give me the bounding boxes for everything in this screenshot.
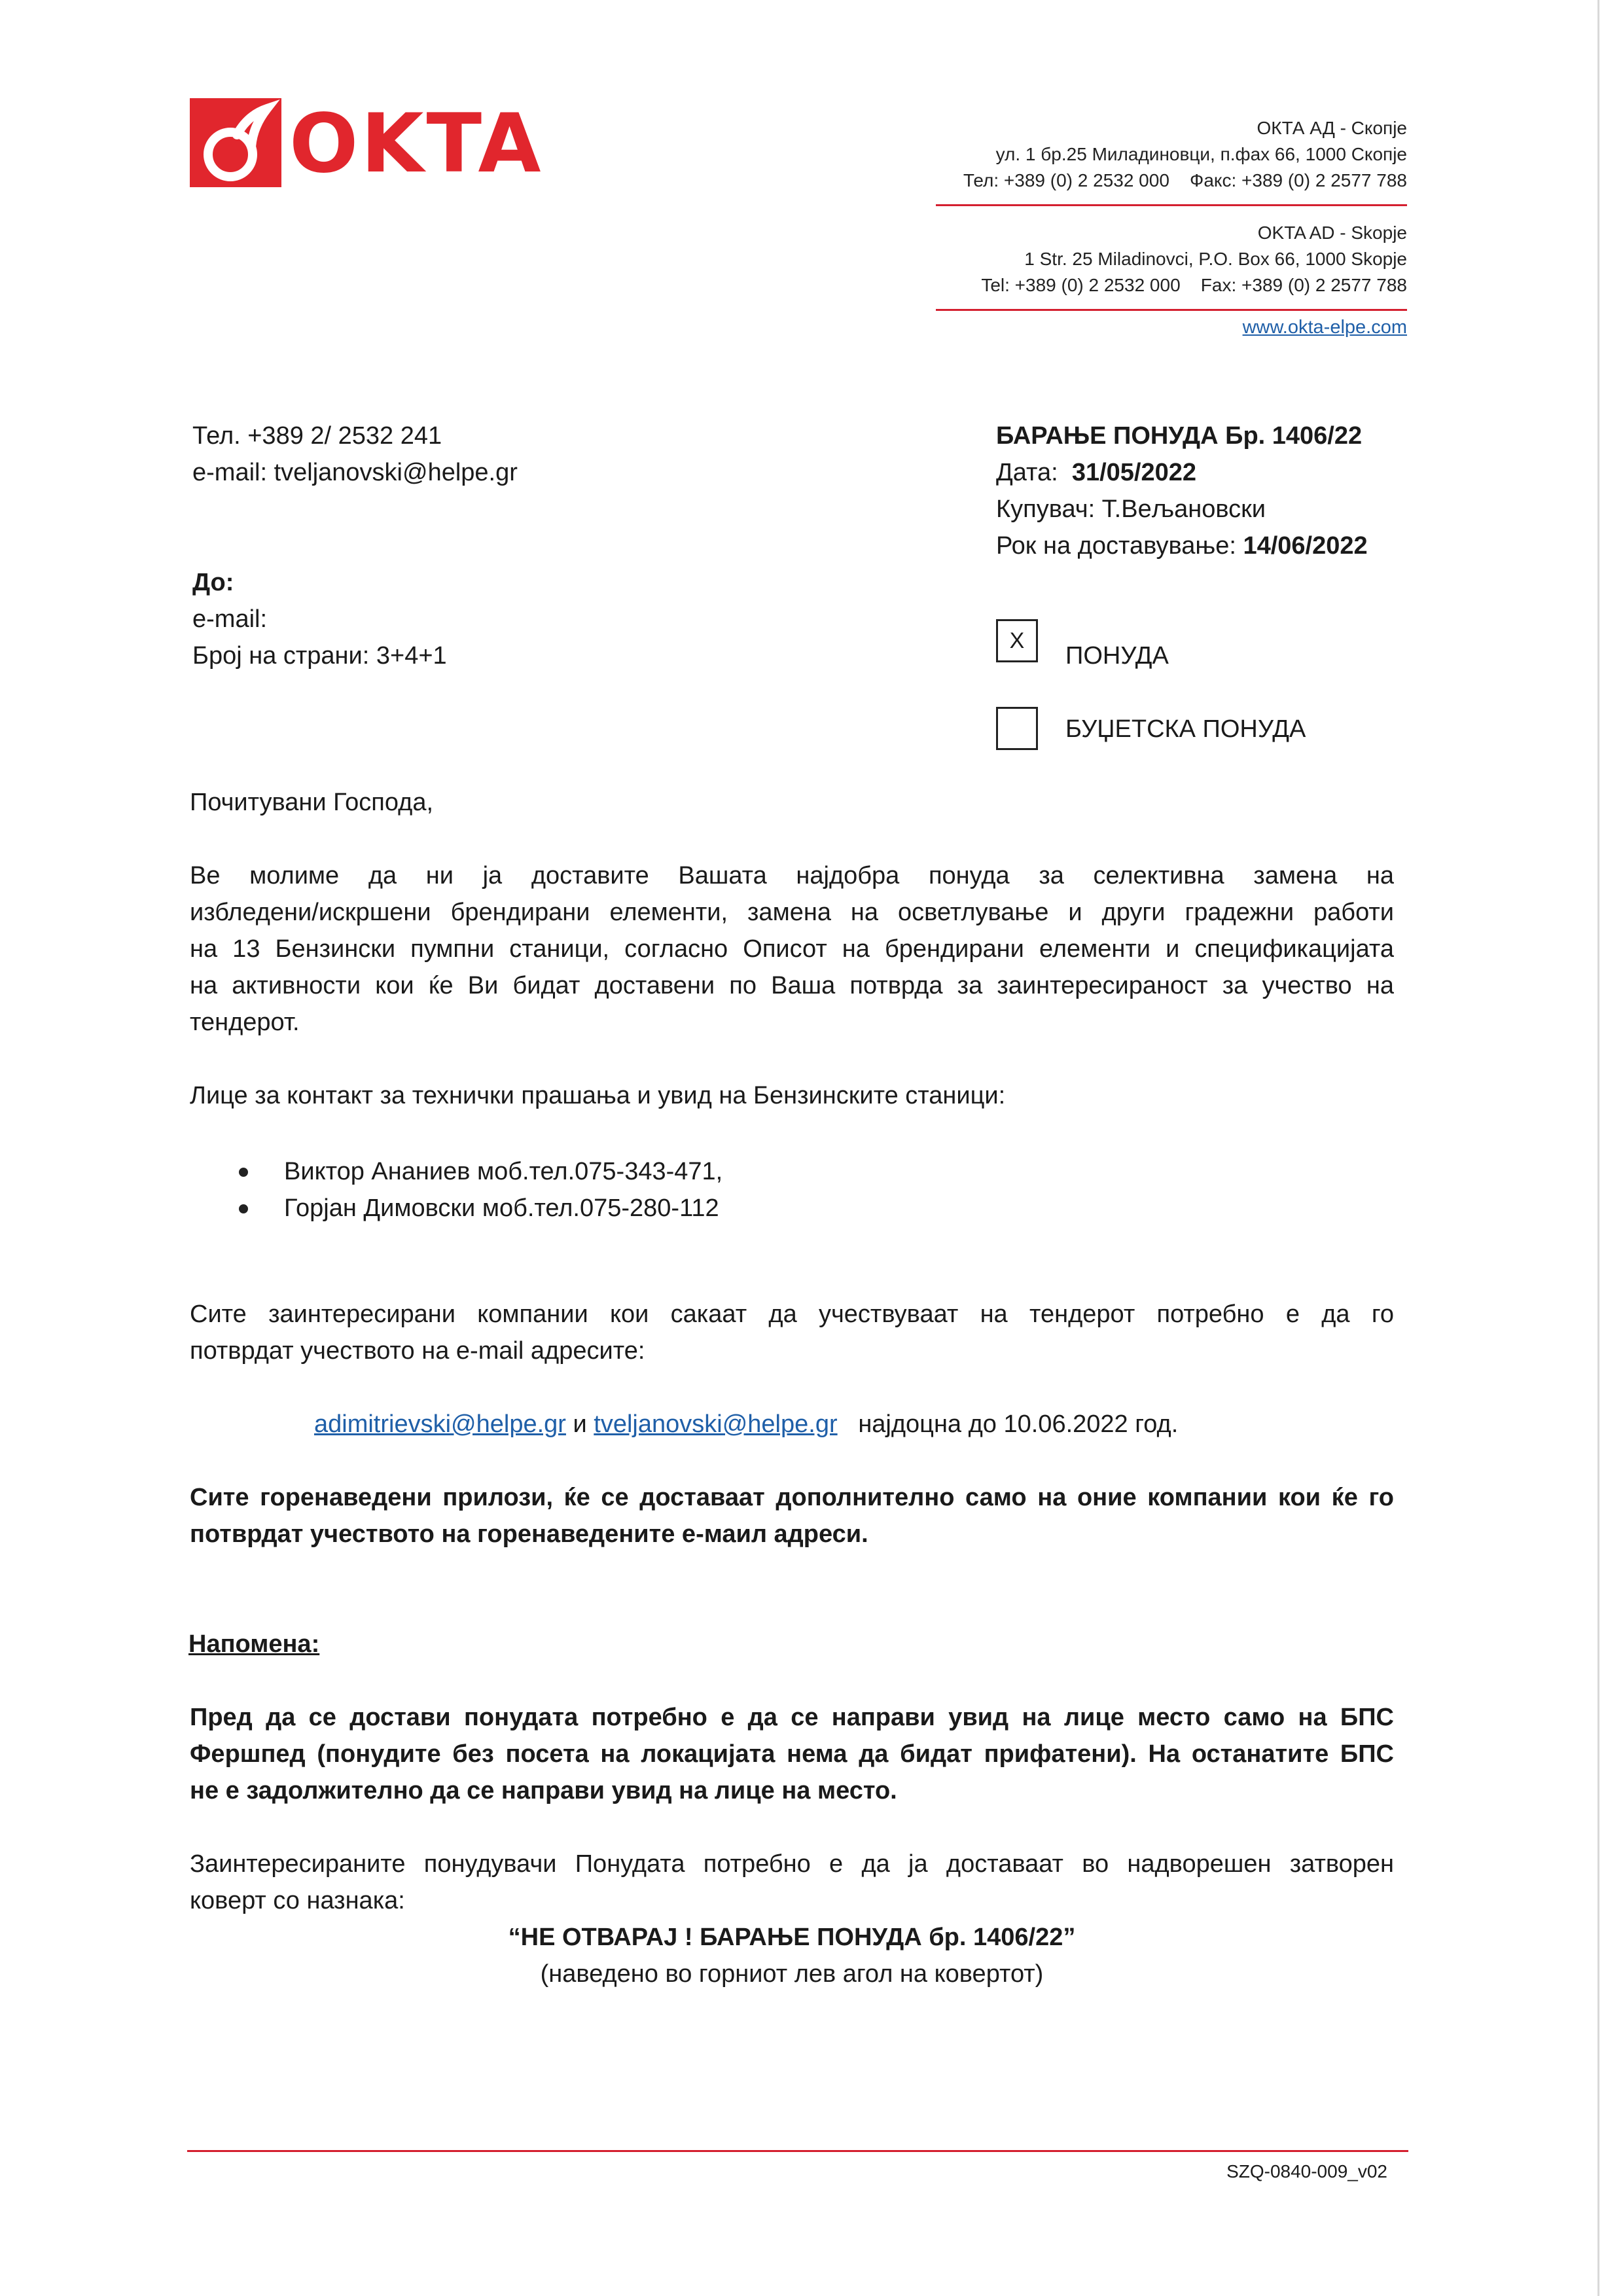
- budget-offer-label: БУЏЕТСКА ПОНУДА: [1065, 715, 1306, 743]
- attachments-paragraph: Сите горенаведени прилози, ќе се доставаат дополнително само на оние компании кои ќе го потврдат учеството на горенаведените е-маил адреси.: [190, 1484, 1394, 1548]
- okta-logo: [190, 97, 544, 191]
- envelope-mark: “НЕ ОТВАРАЈ ! БАРАЊЕ ПОНУДА бр. 1406/22”: [508, 1924, 1076, 1951]
- email-link-adimitrievski[interactable]: adimitrievski@helpe.gr: [314, 1410, 566, 1438]
- bullet-icon: [239, 1168, 248, 1177]
- company-address-en: 1 Str. 25 Miladinovci, P.O. Box 66, 1000 Skopje: [1024, 249, 1407, 269]
- address-en: [981, 220, 1407, 298]
- budget-offer-checkbox[interactable]: [996, 707, 1038, 750]
- offer-checkbox[interactable]: X: [996, 619, 1038, 662]
- request-deadline: Рок на доставување: 14/06/2022: [996, 532, 1368, 560]
- confirm-paragraph: Сите заинтересирани компании кои сакаат да учествуваат на тендерот потребно е да го потврдат учеството на e-mail адресите:: [190, 1300, 1394, 1365]
- request-date: Дата: 31/05/2022: [996, 459, 1197, 486]
- header-divider: [936, 309, 1407, 311]
- okta-drop-icon: [190, 98, 281, 187]
- recipient-pages: Број на страни: 3+4+1: [192, 642, 447, 670]
- company-name-en: OKTA AD - Skopje: [1257, 223, 1407, 243]
- sender-block: [192, 418, 518, 491]
- recipient-email: e-mail:: [192, 605, 268, 633]
- contact-intro: Лице за контакт за технички прашања и увид на Бензинските станици:: [190, 1082, 1006, 1109]
- email-line: adimitrievski@helpe.gr и tveljanovski@helpe.gr најдоцна до 10.06.2022 год.: [314, 1410, 1179, 1438]
- request-block: [996, 418, 1368, 564]
- request-title: БАРАЊЕ ПОНУДА Бр. 1406/22: [996, 422, 1363, 450]
- offer-label: ПОНУДА: [1065, 642, 1169, 670]
- email-link-tveljanovski[interactable]: tveljanovski@helpe.gr: [594, 1410, 838, 1438]
- bullet-icon: [239, 1204, 248, 1213]
- sender-email: e-mail: tveljanovski@helpe.gr: [192, 459, 518, 486]
- envelope-note: (наведено во горниот лев агол на ковертот): [540, 1960, 1044, 1988]
- company-contacts-en: Tel: +389 (0) 2 2532 000 Fax: +389 (0) 2 2577 788: [981, 275, 1407, 295]
- scan-edge: [1597, 0, 1599, 2296]
- website-link[interactable]: www.okta-elpe.com: [1242, 317, 1407, 338]
- company-name-mk: ОКТА АД - Скопје: [1257, 118, 1407, 138]
- company-contacts-mk: Тел: +389 (0) 2 2532 000 Факс: +389 (0) 2 2577 788: [963, 170, 1407, 190]
- logo-wordmark: OKTA: [289, 97, 544, 191]
- address-mk: [963, 115, 1407, 194]
- company-address-mk: ул. 1 бр.25 Миладиновци, п.фах 66, 1000 Скопје: [995, 144, 1407, 164]
- recipient-block: [192, 564, 447, 674]
- note-paragraph: Пред да се достави понудата потребно е да се направи увид на лице место само на БПС Фершпед (понудите без посета на локацијата нема да бидат прифатени). На останатите БПС не е задолжително да се направи увид на лице на место.: [190, 1704, 1394, 1804]
- document-code: SZQ-0840-009_v02: [1226, 2161, 1387, 2181]
- sender-tel: Тел. +389 2/ 2532 241: [192, 422, 442, 450]
- intro-paragraph: Ве молиме да ни ја доставите Вашата најдобра понуда за селективна замена на избледени/искршени брендирани елементи, замена на осветлување и други градежни работи на 13 Бензински пумпни станици, согласно Описот на брендирани елементи и спецификацијата на активности кои ќе Ви бидат доставени по Ваша потврда за заинтересираност за учество на тендерот.: [190, 862, 1394, 1036]
- list-item: Виктор Ананиев моб.тел.075-343-471,: [241, 1153, 722, 1190]
- list-item: Горјан Димовски моб.тел.075-280-112: [241, 1190, 719, 1227]
- greeting: Почитувани Господа,: [190, 789, 434, 816]
- footer-divider: [187, 2150, 1408, 2152]
- note-heading: Напомена:: [188, 1630, 320, 1658]
- header-divider: [936, 204, 1407, 206]
- request-buyer: Купувач: Т.Вељановски: [996, 495, 1266, 523]
- envelope-paragraph: Заинтересираните понудувачи Понудата потребно е да ја доставаат во надворешен затворен коверт со назнака:: [190, 1850, 1394, 1914]
- recipient-to: До:: [192, 569, 234, 596]
- email-deadline: најдоцна до 10.06.2022 год.: [858, 1410, 1179, 1438]
